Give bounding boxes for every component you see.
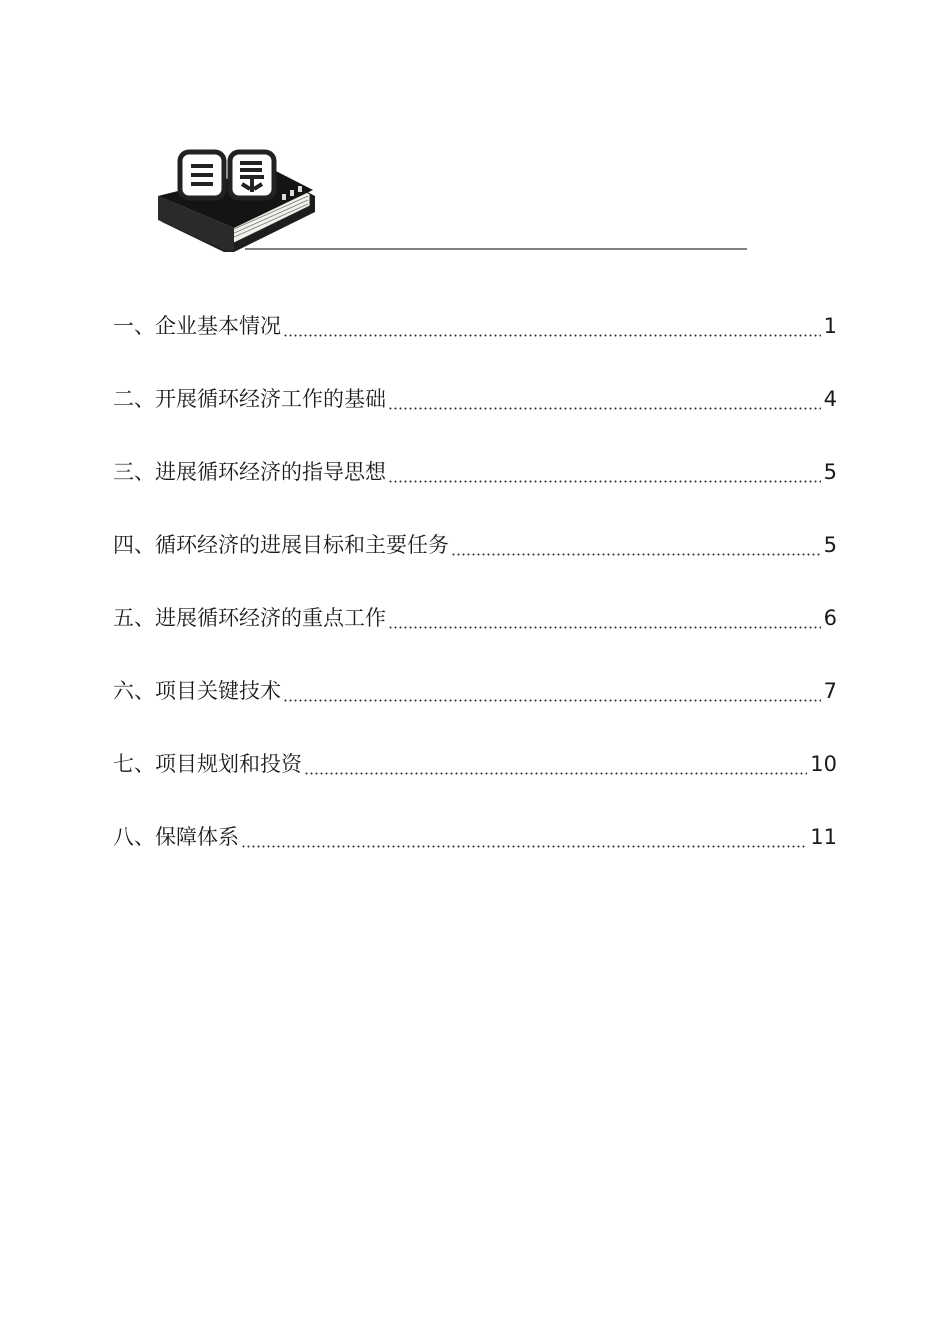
toc-dot-leader — [283, 325, 821, 337]
toc-page-number: 5 — [823, 460, 837, 484]
toc-dot-leader — [388, 617, 821, 629]
toc-dot-leader — [304, 763, 807, 775]
toc-dot-leader — [388, 471, 821, 483]
toc-entry[interactable] — [113, 451, 837, 493]
toc-entry-title: 四、循环经济的进展目标和主要任务 — [113, 533, 449, 557]
toc-entry[interactable] — [113, 743, 837, 785]
toc-page-number: 4 — [823, 387, 837, 411]
toc-dot-leader — [283, 690, 821, 702]
toc-entry-title: 三、进展循环经济的指导思想 — [113, 460, 386, 484]
toc-entry[interactable] — [113, 816, 837, 858]
toc-page-number: 7 — [823, 679, 837, 703]
toc-dot-leader — [388, 398, 821, 410]
toc-page-number: 11 — [810, 825, 837, 849]
toc-entry[interactable] — [113, 524, 837, 566]
toc-page-number: 5 — [823, 533, 837, 557]
toc-entry[interactable] — [113, 670, 837, 712]
toc-page-number: 10 — [810, 752, 837, 776]
toc-entry-title: 七、项目规划和投资 — [113, 752, 302, 776]
toc-entry-title: 六、项目关键技术 — [113, 679, 281, 703]
toc-entry-title: 八、保障体系 — [113, 825, 239, 849]
toc-dot-leader — [241, 836, 807, 848]
toc-entry-title: 二、开展循环经济工作的基础 — [113, 387, 386, 411]
toc-entry[interactable] — [113, 597, 837, 639]
toc-entry[interactable] — [113, 378, 837, 420]
toc-header-art — [150, 140, 760, 265]
toc-page-number: 6 — [823, 606, 837, 630]
toc-page-number: 1 — [823, 314, 837, 338]
book-icon — [150, 140, 760, 265]
toc-entry-title: 一、企业基本情况 — [113, 314, 281, 338]
toc-dot-leader — [451, 544, 821, 556]
table-of-contents — [113, 305, 837, 889]
title-tile-right — [230, 152, 274, 198]
toc-entry[interactable] — [113, 305, 837, 347]
toc-entry-title: 五、进展循环经济的重点工作 — [113, 606, 386, 630]
